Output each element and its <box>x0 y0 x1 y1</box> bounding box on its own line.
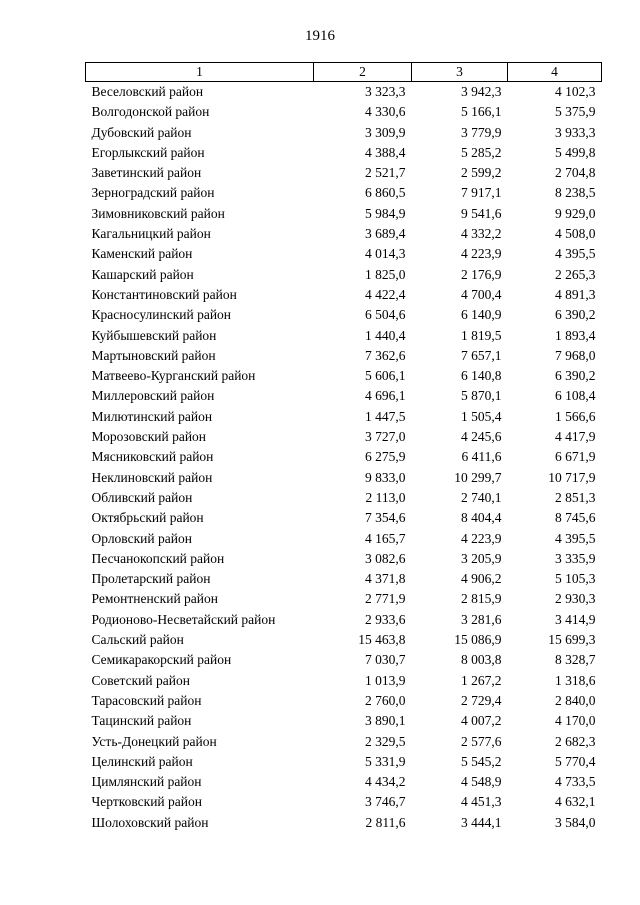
district-name: Сальский район <box>91 632 184 648</box>
value-col-3: 2 729,4 <box>461 692 502 708</box>
value-col-2: 1 825,0 <box>365 266 406 282</box>
value-col-3: 4 700,4 <box>461 286 502 302</box>
value-col-3: 4 007,2 <box>461 713 502 729</box>
value-col-4: 3 414,9 <box>555 611 596 627</box>
table-row <box>86 183 602 203</box>
value-col-4: 2 930,3 <box>555 591 596 607</box>
value-col-4: 1 318,6 <box>555 672 596 688</box>
value-col-3: 7 917,1 <box>461 185 502 201</box>
value-col-2: 7 030,7 <box>365 652 406 668</box>
table-row <box>86 407 602 427</box>
value-col-3: 6 140,9 <box>461 307 502 323</box>
district-name: Кагальницкий район <box>91 226 211 242</box>
value-col-2: 5 331,9 <box>365 753 406 769</box>
table-row <box>86 285 602 305</box>
value-col-2: 3 323,3 <box>365 84 406 99</box>
district-name: Усть-Донецкий район <box>91 733 217 749</box>
value-col-2: 5 606,1 <box>365 368 406 384</box>
value-col-2: 4 388,4 <box>365 144 406 160</box>
value-col-4: 8 745,6 <box>555 510 596 526</box>
table-row <box>86 366 602 386</box>
value-col-4: 2 840,0 <box>555 692 596 708</box>
value-col-4: 4 733,5 <box>555 774 596 790</box>
value-col-2: 2 521,7 <box>365 165 406 181</box>
value-col-4: 5 499,8 <box>555 144 596 160</box>
district-name: Милютинский район <box>91 408 213 424</box>
value-col-4: 4 170,0 <box>555 713 596 729</box>
table-row <box>86 529 602 549</box>
district-name: Куйбышевский район <box>91 327 217 343</box>
value-col-2: 3 890,1 <box>365 713 406 729</box>
table-row <box>86 244 602 264</box>
table-row <box>86 813 602 833</box>
value-col-4: 5 375,9 <box>555 104 596 120</box>
value-col-4: 2 682,3 <box>555 733 596 749</box>
district-name: Советский район <box>91 672 190 688</box>
value-col-2: 2 113,0 <box>365 489 406 505</box>
table-row <box>86 610 602 630</box>
district-name: Цимлянский район <box>91 774 202 790</box>
value-col-2: 1 013,9 <box>365 672 406 688</box>
table-row <box>86 508 602 528</box>
header-col-3: 3 <box>412 63 508 82</box>
value-col-2: 7 362,6 <box>365 347 406 363</box>
value-col-4: 1 893,4 <box>555 327 596 343</box>
value-col-2: 4 371,8 <box>365 571 406 587</box>
district-name: Родионово-Несветайский район <box>91 611 276 627</box>
table-row <box>86 589 602 609</box>
district-name: Дубовский район <box>91 124 192 140</box>
value-col-3: 2 740,1 <box>461 489 502 505</box>
value-col-3: 4 332,2 <box>461 226 502 242</box>
value-col-4: 6 108,4 <box>555 388 596 404</box>
district-name: Обливский район <box>91 489 193 505</box>
value-col-4: 6 671,9 <box>555 449 596 465</box>
table-row <box>86 671 602 691</box>
value-col-3: 8 404,4 <box>461 510 502 526</box>
value-col-3: 3 444,1 <box>461 814 502 830</box>
table-row <box>86 163 602 183</box>
value-col-4: 5 105,3 <box>555 571 596 587</box>
value-col-4: 4 891,3 <box>555 286 596 302</box>
value-col-2: 2 771,9 <box>365 591 406 607</box>
table-body <box>86 82 602 833</box>
table-row <box>86 732 602 752</box>
value-col-4: 5 770,4 <box>555 753 596 769</box>
value-col-2: 4 422,4 <box>365 286 406 302</box>
district-name: Ремонтненский район <box>91 591 218 607</box>
value-col-4: 4 632,1 <box>555 794 596 810</box>
value-col-2: 4 330,6 <box>365 104 406 120</box>
value-col-3: 5 166,1 <box>461 104 502 120</box>
value-col-4: 2 851,3 <box>555 489 596 505</box>
value-col-2: 1 447,5 <box>365 408 406 424</box>
district-name: Матвеево-Курганский район <box>91 368 256 384</box>
page-number: 1916 <box>305 28 335 44</box>
value-col-3: 15 086,9 <box>454 632 502 648</box>
value-col-4: 8 238,5 <box>555 185 596 201</box>
table-row <box>86 123 602 143</box>
value-col-2: 2 329,5 <box>365 733 406 749</box>
district-name: Каменский район <box>91 246 193 262</box>
district-name: Тацинский район <box>91 713 192 729</box>
value-col-2: 4 434,2 <box>365 774 406 790</box>
table-row <box>86 82 602 103</box>
value-col-3: 4 245,6 <box>461 429 502 445</box>
value-col-2: 3 727,0 <box>365 429 406 445</box>
value-col-3: 4 223,9 <box>461 246 502 262</box>
value-col-3: 4 906,2 <box>461 571 502 587</box>
table-row <box>86 468 602 488</box>
district-name: Мясниковский район <box>91 449 214 465</box>
value-col-3: 4 451,3 <box>461 794 502 810</box>
value-col-3: 5 285,2 <box>461 144 502 160</box>
value-col-3: 3 281,6 <box>461 611 502 627</box>
value-col-2: 4 696,1 <box>365 388 406 404</box>
table-row <box>86 386 602 406</box>
value-col-3: 7 657,1 <box>461 347 502 363</box>
value-col-3: 6 140,8 <box>461 368 502 384</box>
value-col-4: 1 566,6 <box>555 408 596 424</box>
district-name: Кашарский район <box>91 266 194 282</box>
district-name: Тарасовский район <box>91 692 202 708</box>
value-col-4: 6 390,2 <box>555 368 596 384</box>
district-name: Мартыновский район <box>91 347 216 363</box>
value-col-3: 1 819,5 <box>461 327 502 343</box>
value-col-3: 2 577,6 <box>461 733 502 749</box>
value-col-4: 4 102,3 <box>555 84 596 99</box>
value-col-2: 4 165,7 <box>365 530 406 546</box>
value-col-2: 6 275,9 <box>365 449 406 465</box>
value-col-4: 4 395,5 <box>555 530 596 546</box>
value-col-3: 3 779,9 <box>461 124 502 140</box>
value-col-4: 2 704,8 <box>555 165 596 181</box>
value-col-2: 6 504,6 <box>365 307 406 323</box>
table-header <box>86 63 602 82</box>
value-col-3: 2 599,2 <box>461 165 502 181</box>
district-name: Семикаракорский район <box>91 652 232 668</box>
table-row <box>86 772 602 792</box>
value-col-4: 3 584,0 <box>555 814 596 830</box>
value-col-3: 3 205,9 <box>461 550 502 566</box>
value-col-4: 3 335,9 <box>555 550 596 566</box>
value-col-2: 3 082,6 <box>365 550 406 566</box>
district-name: Волгодонской район <box>91 104 210 120</box>
table-row <box>86 447 602 467</box>
table-row <box>86 569 602 589</box>
district-name: Зимовниковский район <box>91 205 225 221</box>
value-col-3: 2 815,9 <box>461 591 502 607</box>
table-row <box>86 630 602 650</box>
value-col-2: 2 811,6 <box>365 814 406 830</box>
table-row <box>86 326 602 346</box>
district-name: Морозовский район <box>91 429 207 445</box>
value-col-4: 4 417,9 <box>555 429 596 445</box>
value-col-2: 3 309,9 <box>365 124 406 140</box>
table-row <box>86 102 602 122</box>
table-row <box>86 792 602 812</box>
header-col-1: 1 <box>86 63 314 82</box>
value-col-4: 3 933,3 <box>555 124 596 140</box>
district-name: Неклиновский район <box>91 469 213 485</box>
value-col-3: 3 942,3 <box>461 84 502 99</box>
value-col-2: 1 440,4 <box>365 327 406 343</box>
district-name: Егорлыкский район <box>91 144 205 160</box>
district-name: Чертковский район <box>91 794 202 810</box>
value-col-2: 5 984,9 <box>365 205 406 221</box>
budget-table <box>85 62 602 833</box>
table-row <box>86 488 602 508</box>
header-col-4: 4 <box>508 63 602 82</box>
district-name: Миллеровский район <box>91 388 215 404</box>
district-name: Пролетарский район <box>91 571 211 587</box>
value-col-2: 7 354,6 <box>365 510 406 526</box>
value-col-4: 6 390,2 <box>555 307 596 323</box>
value-col-3: 5 545,2 <box>461 753 502 769</box>
table-row <box>86 143 602 163</box>
table-row <box>86 691 602 711</box>
value-col-2: 6 860,5 <box>365 185 406 201</box>
district-name: Заветинский район <box>91 165 202 181</box>
value-col-3: 4 548,9 <box>461 774 502 790</box>
value-col-3: 5 870,1 <box>461 388 502 404</box>
value-col-3: 1 267,2 <box>461 672 502 688</box>
table-row <box>86 650 602 670</box>
district-name: Веселовский район <box>91 84 204 99</box>
table-row <box>86 346 602 366</box>
value-col-4: 4 508,0 <box>555 226 596 242</box>
value-col-2: 15 463,8 <box>358 632 406 648</box>
table-row <box>86 549 602 569</box>
district-name: Песчанокопский район <box>91 550 225 566</box>
district-name: Целинский район <box>91 753 193 769</box>
header-col-2: 2 <box>314 63 412 82</box>
value-col-2: 3 689,4 <box>365 226 406 242</box>
value-col-4: 4 395,5 <box>555 246 596 262</box>
table-row <box>86 427 602 447</box>
value-col-2: 2 933,6 <box>365 611 406 627</box>
value-col-2: 9 833,0 <box>365 469 406 485</box>
value-col-3: 6 411,6 <box>461 449 502 465</box>
value-col-4: 9 929,0 <box>555 205 596 221</box>
value-col-3: 1 505,4 <box>461 408 502 424</box>
table-row <box>86 305 602 325</box>
value-col-3: 8 003,8 <box>461 652 502 668</box>
value-col-3: 4 223,9 <box>461 530 502 546</box>
district-name: Орловский район <box>91 530 192 546</box>
value-col-3: 2 176,9 <box>461 266 502 282</box>
value-col-4: 8 328,7 <box>555 652 596 668</box>
header-row <box>86 63 602 82</box>
value-col-4: 15 699,3 <box>548 632 596 648</box>
district-name: Октябрьский район <box>91 510 204 526</box>
value-col-3: 10 299,7 <box>454 469 502 485</box>
district-name: Зерноградский район <box>91 185 215 201</box>
value-col-4: 7 968,0 <box>555 347 596 363</box>
value-col-3: 9 541,6 <box>461 205 502 221</box>
value-col-2: 2 760,0 <box>365 692 406 708</box>
table-row <box>86 752 602 772</box>
district-name: Шолоховский район <box>91 814 209 830</box>
value-col-4: 2 265,3 <box>555 266 596 282</box>
table-row <box>86 204 602 224</box>
value-col-4: 10 717,9 <box>548 469 596 485</box>
value-col-2: 4 014,3 <box>365 246 406 262</box>
district-name: Красносулинский район <box>91 307 232 323</box>
table-row <box>86 265 602 285</box>
value-col-2: 3 746,7 <box>365 794 406 810</box>
district-name: Константиновский район <box>91 286 237 302</box>
table-row <box>86 711 602 731</box>
table-row <box>86 224 602 244</box>
